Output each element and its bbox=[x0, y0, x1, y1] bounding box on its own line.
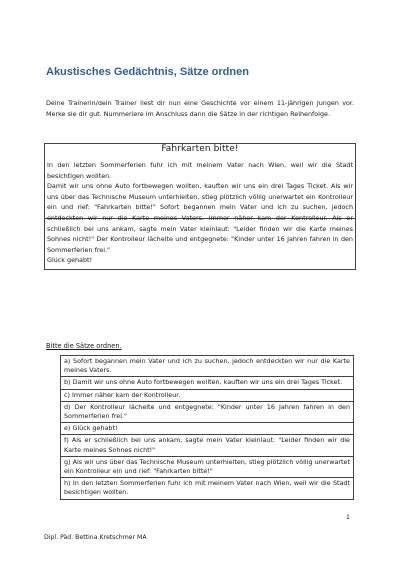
sentence-cell: a) Sofort begannen mein Vater und ich zu suchen, jedoch entdeckten wir nur die Karte meines Vaters. bbox=[61, 356, 354, 377]
sentence-cell: h) In den letzten Sommerferien fuhr ich mit meinem Vater nach Wien, weil wir die Stadt besichtigen wollten. bbox=[61, 478, 354, 499]
table-row bbox=[61, 456, 354, 477]
sentences-table bbox=[60, 355, 354, 500]
table-row bbox=[61, 377, 354, 389]
sentence-cell: e) Glück gehabt! bbox=[61, 423, 354, 435]
page-number: 1 bbox=[346, 514, 350, 521]
sentence-cell: f) Als er schließlich bei uns ankam, sagte mein Vater kleinlaut: "Leider finden wir die Karte meines Sohnes nicht!" bbox=[61, 435, 354, 456]
story-text bbox=[47, 160, 353, 266]
table-row bbox=[61, 423, 354, 435]
story-paragraph: In den letzten Sommerferien fuhr ich mit meinem Vater nach Wien, weil wir die Stadt besichtigen wollten. bbox=[47, 161, 353, 180]
sentence-cell: c) Immer näher kam der Kontrolleur. bbox=[61, 389, 354, 401]
table-row bbox=[61, 389, 354, 401]
sentence-cell: d) Der Kontrolleur lächelte und entgegnete: "Kinder unter 16 Jahren fahren in den Sommerferien frei." bbox=[61, 401, 354, 422]
table-row bbox=[61, 401, 354, 422]
story-paragraph: Damit wir uns ohne Auto fortbewegen wollten, kauften wir uns ein drei Tages Ticket. Als wir uns über das Technische Museum unterhielten, stieg plötzlich völlig unerwartet ein Kontrolleur ein und rief: "Fahrkarten bitte!" Sofort begannen mein Vater und ich zu suchen, jedoch entdeckten wir nur die Karte meines Vaters. Immer näher kam der Kontrolleur. Als er schließlich bei uns ankam, sagte mein Vater kleinlaut: "Leider finden wir die Karte meines Sohnes nicht!" Der Kontrolleur lächelte und entgegnete: "Kinder unter 16 Jahren fahren in den Sommerferien frei." bbox=[47, 182, 353, 254]
footer-author: Dipl. Päd. Bettina Kretschmer MA bbox=[44, 534, 147, 541]
table-row bbox=[61, 356, 354, 377]
table-row bbox=[61, 435, 354, 456]
story-paragraph: Glück gehabt! bbox=[47, 256, 93, 265]
table-row bbox=[61, 478, 354, 499]
sentence-cell: g) Als wir uns über das Technische Museum unterhielten, stieg plötzlich völlig unerwartet ein Kontrolleur ein und rief: "Fahrkarten bitte!" bbox=[61, 456, 354, 477]
document-title: Akustisches Gedächtnis, Sätze ordnen bbox=[46, 66, 249, 78]
task-heading: Bitte die Sätze ordnen. bbox=[46, 342, 122, 350]
story-title: Fahrkarten bitte! bbox=[161, 144, 239, 154]
intro-text: Deine Trainerin/dein Trainer liest dir nun eine Geschichte vor einem 11-jährigen Jungen vor. Merke sie dir gut. Nummeriere im Anschluss dann die Sätze in der richtigen Reihenfolge. bbox=[46, 99, 354, 118]
sentence-cell: b) Damit wir uns ohne Auto fortbewegen wollten, kauften wir uns ein drei Tages Ticket. bbox=[61, 377, 354, 389]
